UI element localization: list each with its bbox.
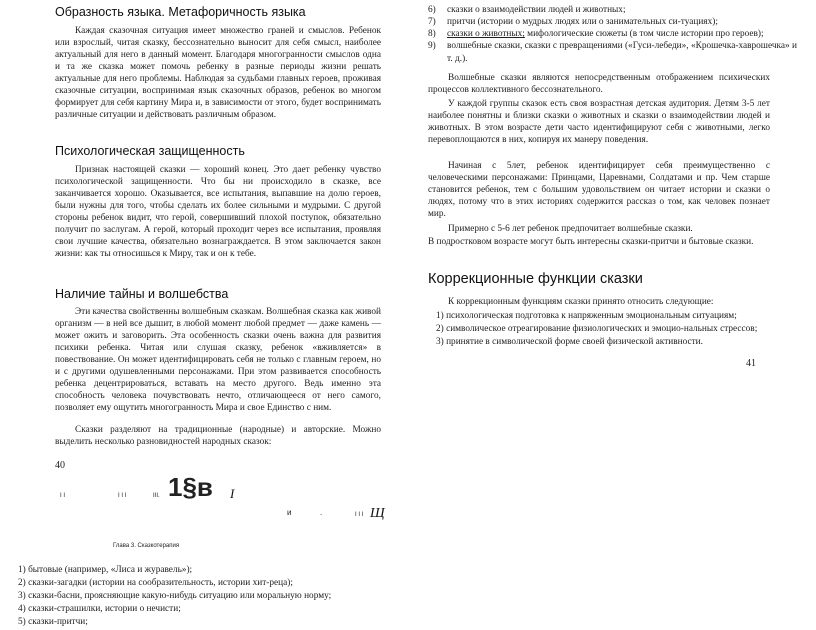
paragraph-metaphor: Каждая сказочная ситуация имеет множество граней и смыслов. Ребенок или взрослый, читая сказку, бессознательно выносит для себя смысл, наиболее актуальный для него в данный момент. Благодаря многогранности смыслов одна и та же сказка может помочь ребенку в разные периоды жизни решать актуальные для него проблемы. Наблюдая за судьбами главных героев, проживая сказочные ситуации, воспринимая язык сказочных образов, ребенок во многом формирует для себя картину Мира и, в зависимости от этого, будет воспринимать различные ситуации и действовать различным образом. — [55, 26, 381, 120]
artifact-mark: I I I — [118, 493, 127, 499]
artifact-mark: I I I — [355, 512, 364, 518]
artifact-mark: Щ — [370, 506, 385, 521]
artifact-mark: I — [230, 486, 235, 501]
heading-metaphor: Образность языка. Метафоричность языка — [55, 5, 306, 19]
list-item-number: 6) — [428, 5, 436, 15]
list-item: 3) принятие в символической форме своей физической активности. — [436, 337, 703, 347]
paragraph-age-4: В подростковом возрасте могут быть интересны сказки-притчи и бытовые сказки. — [428, 237, 754, 247]
list-item-number: 7) — [428, 17, 436, 27]
artifact-mark: III. — [153, 493, 160, 499]
paragraph-age-2: Начиная с 5лет, ребенок идентифицирует себя преимущественно с человеческими персонажами: Принцами, Царевнами, Солдатами и пр. Чем старше становится ребенок, тем с большим удовольствием он читает истории и сказки о людях, потому что в этих историях содержится рассказ о том, как человек познает мир. — [428, 161, 770, 219]
paragraph-correction: К коррекционным функциям сказки принято относить следующие: — [448, 297, 714, 307]
heading-security: Психологическая защищенность — [55, 144, 245, 158]
page-number-left: 40 — [55, 460, 65, 471]
heading-mystery: Наличие тайны и волшебства — [55, 287, 229, 301]
paragraph-types: Сказки разделяют на традиционные (народные) и авторские. Можно выделить несколько разновидностей народных сказок: — [55, 425, 381, 447]
heading-correction: Коррекционные функции сказки — [428, 271, 643, 287]
paragraph-age-1: У каждой группы сказок есть своя возрастная детская аудитория. Детям 3-5 лет наиболее понятны и близки сказки о животных и сказки о взаимодействии людей и животных. В этом возрасте дети часто идентифицируют себя с животными, легко перевоплощаются в них, копируя их манеру поведения. — [428, 99, 770, 145]
artifact-mark: и — [287, 508, 292, 517]
list-item — [447, 28, 764, 41]
list-item: 1) бытовые (например, «Лиса и журавель»); — [18, 565, 193, 575]
paragraph-security: Признак настоящей сказки — хороший конец. Это дает ребенку чувство психологической защищенности. Что бы ни происходило в сказке, все заканчивается хорошо. Оказывается, все испытания, выпавшие на долю героев, были нужны для того, чтобы сделать их более сильными и мудрыми. С другой стороны ребенок видит, что герой, совершивший плохой поступок, обязательно получит по заслугам. А герой, который проходит через все испытания, проявляя свои лучшие качества, обязательно вознаграждается. В этом заключается закон жизни: как ты относишься к Миру, так и он к тебе. — [55, 165, 381, 259]
list-item: притчи (истории о мудрых людях или о занимательных си-туациях); — [447, 17, 718, 27]
list-item: 3) сказки-басни, проясняющие какую-нибудь ситуацию или моральную норму; — [18, 591, 332, 601]
list-item: 4) сказки-страшилки, истории о нечисти; — [18, 604, 181, 614]
list-item: 2) символическое отреагирование физиологических и эмоцио-нальных стрессов; — [436, 324, 758, 334]
list-item: 2) сказки-загадки (истории на сообразительность, истории хит-реца); — [18, 578, 293, 588]
page-number-right: 41 — [746, 358, 756, 369]
artifact-mark: I I — [60, 493, 66, 499]
list-item: 5) сказки-притчи; — [18, 617, 88, 627]
list-item-rest: мифологические сюжеты (в том числе истории про героев); — [524, 29, 764, 39]
list-item: волшебные сказки, сказки с превращениями («Гуси-лебеди», «Крошечка-хаврошечка» и т. д.). — [447, 41, 797, 64]
artifact-mark: . — [320, 508, 323, 517]
list-item: 1) психологическая подготовка к напряженным эмоциональным ситуациям; — [436, 311, 737, 321]
paragraph-magic: Волшебные сказки являются непосредственным отображением психических процессов коллективного бессознательного. — [428, 73, 770, 95]
paragraph-age-3: Примерно с 5-6 лет ребенок предпочитает волшебные сказки. — [448, 224, 693, 234]
list-item: сказки о взаимодействии людей и животных; — [447, 5, 626, 15]
underlined-phrase: сказки о животных; — [447, 29, 525, 39]
artifact-logo-text: 1§в — [168, 472, 213, 502]
list-item-number: 8) — [428, 29, 436, 39]
chapter-footer: Глава 3. Сказкотерапия — [113, 543, 180, 549]
paragraph-mystery: Эти качества свойственны волшебным сказкам. Волшебная сказка как живой организм — в ней все дышит, в любой момент любой предмет — даже камень — может ожить и заговорить. Эта особенность сказки очень важна для развития психики ребенка. Читая или слушая сказку, ребенок «вживляется» в повествование. Он может идентифицировать себя не только с главным героем, но и с другими одушевленными персонажами. При этом развивается способность ребенка децентрироваться, вставать на место другого. Ведь именно эта способность человека почувствовать нечто, отличающееся от него самого, позволяет ему ощутить многогранность Мира и свое Единство с ним. — [55, 307, 381, 413]
list-item-number: 9) — [428, 41, 436, 51]
